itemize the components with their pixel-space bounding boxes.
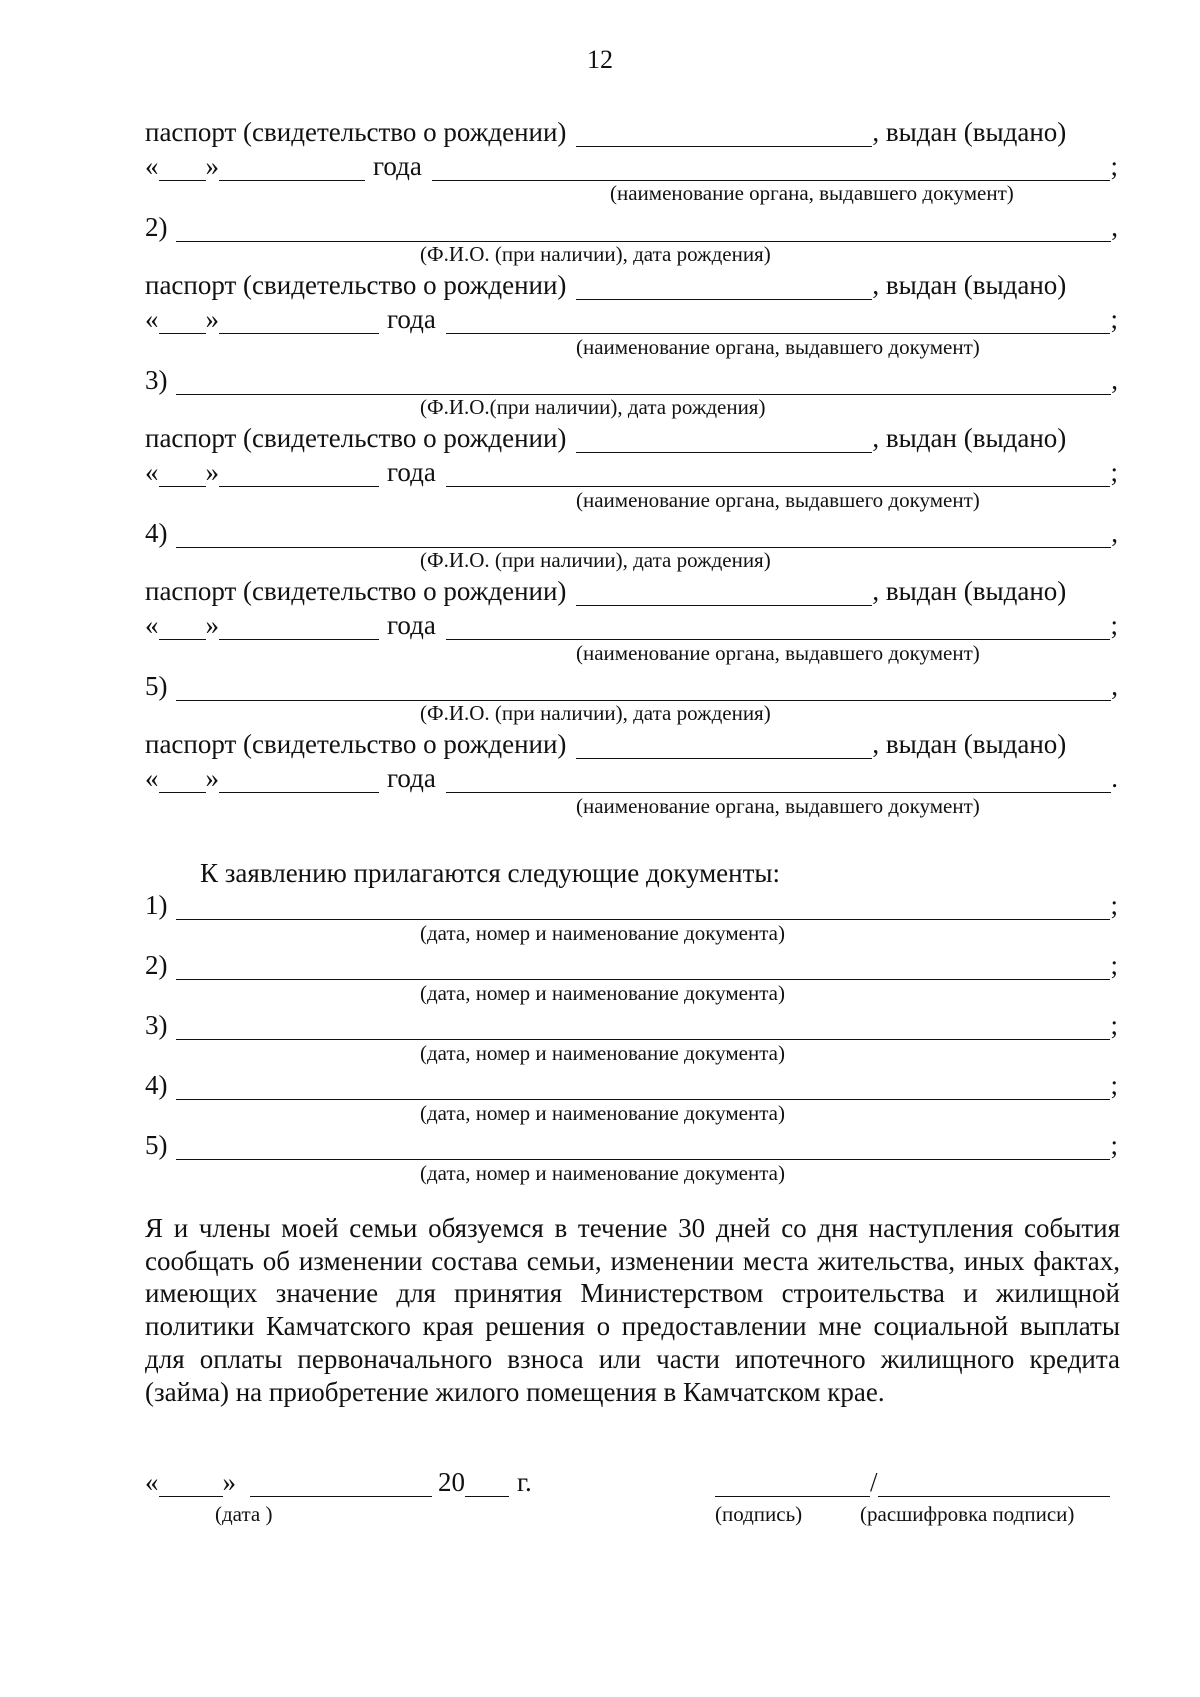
document-blank[interactable] [176, 957, 1111, 980]
issuer-blank[interactable] [446, 311, 1111, 334]
day-blank[interactable] [159, 770, 206, 793]
day-blank[interactable] [159, 311, 206, 334]
month-blank[interactable] [219, 311, 379, 334]
passport-number-blank[interactable] [576, 583, 872, 606]
issuer-caption: (наименование органа, выдавшего документ) [576, 794, 980, 818]
passport-line: паспорт (свидетельство о рождении) , выдан (выдано) [145, 576, 1067, 606]
member-caption: (Ф.И.О. (при наличии), дата рождения) [420, 701, 771, 725]
passport-number-blank[interactable] [576, 277, 872, 300]
document-blank[interactable] [176, 1017, 1111, 1040]
month-blank[interactable] [219, 617, 379, 640]
member-caption: (Ф.И.О.(при наличии), дата рождения) [420, 395, 766, 419]
passport-line: паспорт (свидетельство о рождении) , выдан (выдано) [145, 423, 1067, 453]
member-caption: (Ф.И.О. (при наличии), дата рождения) [420, 548, 771, 572]
signature-year-blank[interactable] [465, 1474, 509, 1497]
issue-date-line: « » года ; [145, 151, 1118, 181]
signature-line: / [715, 1467, 1110, 1497]
obligation-paragraph: Я и члены моей семьи обязуемся в течение 30 дней со дня наступления события сообщать об изменении состава семьи, изменении места жительства, иных фактах, имеющих значение для принятия Министерством строительства и жилищной политики Камчатского края решения о предоставлении мне социальной выплаты для оплаты первоначального взноса или части ипотечного жилищного кредита (займа) на приобретение жилого помещения в Камчатском крае. [145, 1213, 1120, 1407]
issue-date-line: « » года . [145, 763, 1118, 793]
documents-intro: К заявлению прилагаются следующие документы: [200, 858, 781, 888]
page-number: 12 [587, 45, 613, 74]
member-name-blank[interactable] [176, 372, 1112, 395]
issuer-blank[interactable] [446, 617, 1111, 640]
signature-date-line: « » 20 г. [145, 1467, 532, 1497]
day-blank[interactable] [159, 464, 206, 487]
document-line: 2) ; [145, 950, 1118, 980]
passport-line: паспорт (свидетельство о рождении) , выдан (выдано) [145, 270, 1067, 300]
document-blank[interactable] [176, 897, 1111, 920]
document-caption: (дата, номер и наименование документа) [420, 1161, 785, 1185]
issuer-caption: (наименование органа, выдавшего документ) [576, 641, 980, 665]
member-name-line: 3) , [145, 365, 1118, 395]
member-name-blank[interactable] [176, 219, 1112, 242]
issuer-blank[interactable] [446, 770, 1111, 793]
passport-line [145, 117, 1118, 147]
document-caption: (дата, номер и наименование документа) [420, 981, 785, 1005]
issuer-caption: (наименование органа, выдавшего документ) [610, 181, 1014, 205]
issuer-blank[interactable] [446, 464, 1111, 487]
member-name-blank[interactable] [176, 525, 1112, 548]
document-caption: (дата, номер и наименование документа) [420, 1101, 785, 1125]
issue-date-line: « » года ; [145, 457, 1118, 487]
document-line: 3) ; [145, 1010, 1118, 1040]
passport-number-blank[interactable] [576, 124, 872, 147]
date-caption: (дата ) [215, 1502, 273, 1526]
signature-caption: (подпись) [715, 1502, 803, 1526]
document-blank[interactable] [176, 1077, 1111, 1100]
month-blank[interactable] [219, 770, 379, 793]
month-blank[interactable] [219, 158, 365, 181]
passport-number-blank[interactable] [576, 736, 872, 759]
issuer-blank[interactable] [432, 158, 1111, 181]
member-name-line: 2) , [145, 212, 1118, 242]
member-number: 2) [145, 212, 168, 242]
issuer-caption: (наименование органа, выдавшего документ) [576, 488, 980, 512]
member-name-blank[interactable] [176, 678, 1112, 701]
document-line: 4) ; [145, 1070, 1118, 1100]
signature-month-blank[interactable] [250, 1474, 432, 1497]
day-blank[interactable] [159, 158, 206, 181]
issuer-caption: (наименование органа, выдавшего документ) [576, 335, 980, 359]
member-caption: (Ф.И.О. (при наличии), дата рождения) [420, 242, 771, 266]
issued-label: , выдан (выдано) [872, 117, 1067, 147]
signature-blank[interactable] [715, 1474, 870, 1497]
member-name-line: 5) , [145, 671, 1118, 701]
signature-transcript-blank[interactable] [878, 1474, 1110, 1497]
issue-date-line: « » года ; [145, 610, 1118, 640]
document-line: 1) ; [145, 890, 1118, 920]
month-blank[interactable] [219, 464, 379, 487]
passport-number-blank[interactable] [576, 430, 872, 453]
document-line: 5) ; [145, 1130, 1118, 1160]
document-caption: (дата, номер и наименование документа) [420, 1041, 785, 1065]
day-blank[interactable] [159, 617, 206, 640]
transcript-caption: (расшифровка подписи) [860, 1502, 1075, 1526]
passport-label: паспорт (свидетельство о рождении) [145, 117, 567, 147]
issue-date-line: « » года ; [145, 304, 1118, 334]
member-name-line: 4) , [145, 518, 1118, 548]
signature-day-blank[interactable] [159, 1474, 223, 1497]
passport-line: паспорт (свидетельство о рождении) , выдан (выдано) [145, 729, 1067, 759]
document-blank[interactable] [176, 1137, 1111, 1160]
document-caption: (дата, номер и наименование документа) [420, 921, 785, 945]
